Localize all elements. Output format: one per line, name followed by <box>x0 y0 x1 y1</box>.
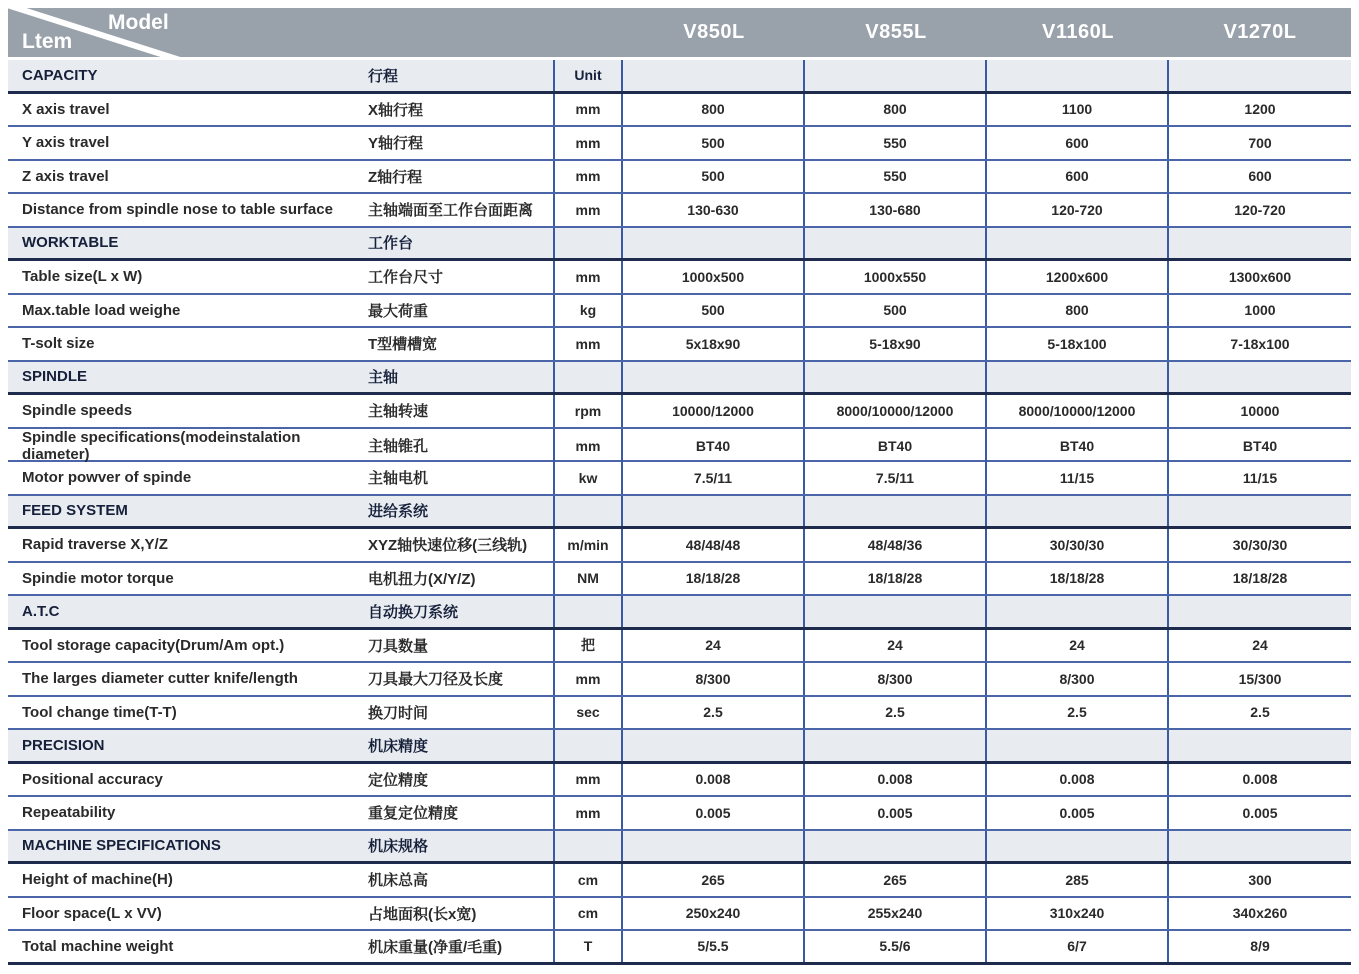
section-empty-cell <box>987 228 1169 259</box>
spec-label-cn: X轴行程 <box>368 101 424 119</box>
section-row-capacity <box>8 60 1351 94</box>
spec-label-en: T-solt size <box>22 335 95 353</box>
spec-label-en: Floor space(L x VV) <box>22 904 162 922</box>
spec-value-v855l: 0.008 <box>805 764 987 796</box>
spec-label-en: Distance from spindle nose to table surface <box>22 201 333 219</box>
spec-label-en: X axis travel <box>22 100 110 118</box>
spec-value-v1270l: 10000 <box>1240 402 1280 419</box>
spec-unit: mm <box>553 764 623 796</box>
section-empty-cell <box>623 228 805 259</box>
spec-value-v1160l: 30/30/30 <box>987 529 1169 561</box>
spec-value-v1270l: 340x260 <box>1232 905 1288 922</box>
spec-label-en: Z axis travel <box>22 167 109 185</box>
spec-label-en: The larges diameter cutter knife/length <box>22 670 298 688</box>
section-empty-cell <box>987 831 1169 862</box>
spec-row-distance-from-spindle-nose-to-table-surf <box>8 194 1351 228</box>
section-empty-cell <box>805 596 987 627</box>
section-empty-cell <box>1169 496 1351 527</box>
spec-value-v850l: BT40 <box>623 429 805 463</box>
model-header-v1160l: V1160L <box>1042 21 1114 43</box>
spec-value-v1160l: 5-18x100 <box>987 328 1169 360</box>
spec-value-v855l: 5-18x90 <box>805 328 987 360</box>
model-header-v850l: V850L <box>683 21 745 43</box>
spec-row-tool-storage-capacity-drum-am-opt- <box>8 630 1351 664</box>
spec-value-v850l: 48/48/48 <box>623 529 805 561</box>
spec-label-cn: 刀具最大刀径及长度 <box>368 671 504 689</box>
spec-value-v855l: 550 <box>805 127 987 159</box>
spec-value-v1160l: 120-720 <box>987 194 1169 226</box>
section-title-en: CAPACITY <box>22 66 98 84</box>
section-row-worktable <box>8 228 1351 262</box>
spec-value-v1160l: 600 <box>987 161 1169 193</box>
spec-row-spindie-motor-torque <box>8 563 1351 597</box>
spec-value-v1160l: 1100 <box>987 94 1169 126</box>
section-unit-header <box>553 831 623 862</box>
section-row-machine-specifications <box>8 831 1351 865</box>
spec-value-v1270l: 30/30/30 <box>1232 536 1288 553</box>
spec-label-cn: T型槽槽宽 <box>368 336 438 354</box>
spec-value-v1160l: 2.5 <box>987 697 1169 729</box>
section-title-en: MACHINE SPECIFICATIONS <box>22 837 221 855</box>
table-body <box>8 60 1351 965</box>
spec-label-cn: 电机扭力(X/Y/Z) <box>368 570 476 588</box>
spec-label-cn: 主轴锥孔 <box>368 438 429 455</box>
section-empty-cell <box>987 496 1169 527</box>
spec-value-v855l: 500 <box>805 295 987 327</box>
model-header-v855l: V855L <box>865 21 927 43</box>
spec-unit: mm <box>553 127 623 159</box>
spec-value-v855l: 1000x550 <box>805 261 987 293</box>
spec-label-en: Positional accuracy <box>22 770 163 788</box>
section-empty-cell <box>623 60 805 91</box>
spec-row-tool-change-time-t-t- <box>8 697 1351 731</box>
spec-row-table-size-l-x-w- <box>8 261 1351 295</box>
spec-value-v850l: 500 <box>623 127 805 159</box>
spec-label-cn: 主轴电机 <box>368 470 429 488</box>
spec-label-en: Spindie motor torque <box>22 569 174 587</box>
spec-value-v850l: 5/5.5 <box>623 931 805 962</box>
section-empty-cell <box>987 730 1169 761</box>
spec-value-v850l: 0.008 <box>623 764 805 796</box>
spec-row-repeatability <box>8 797 1351 831</box>
spec-value-v855l: 48/48/36 <box>805 529 987 561</box>
spec-value-v1160l: 310x240 <box>987 898 1169 930</box>
spec-row-z-axis-travel <box>8 161 1351 195</box>
section-unit-header <box>553 362 623 393</box>
section-empty-cell <box>987 362 1169 393</box>
spec-value-v1160l: 24 <box>987 630 1169 662</box>
spec-unit: mm <box>553 94 623 126</box>
spec-label-cn: 换刀时间 <box>368 704 429 722</box>
section-empty-cell <box>1169 831 1351 862</box>
model-header-v1270l: V1270L <box>1223 21 1297 43</box>
spec-row-the-larges-diameter-cutter-knife-length <box>8 663 1351 697</box>
spec-label-en: Total machine weight <box>22 937 174 955</box>
spec-value-v850l: 0.005 <box>623 797 805 829</box>
spec-value-v1270l: 0.005 <box>1242 804 1278 821</box>
spec-label-cn: Z轴行程 <box>368 168 423 186</box>
spec-label-en: Spindle speeds <box>22 402 133 420</box>
spec-value-v855l: 800 <box>805 94 987 126</box>
section-row-feed-system <box>8 496 1351 530</box>
spec-label-cn: 机床重量(净重/毛重) <box>368 938 503 956</box>
spec-row-spindle-specifications-modeinstalation-d <box>8 429 1351 463</box>
spec-label-en: Max.table load weighe <box>22 301 181 319</box>
spec-value-v1270l: 11/15 <box>1242 469 1278 486</box>
spec-unit: mm <box>553 328 623 360</box>
spec-value-v850l: 7.5/11 <box>623 462 805 494</box>
spec-label-en: Height of machine(H) <box>22 871 173 889</box>
spec-value-v1270l: 300 <box>1248 871 1272 888</box>
section-row-precision <box>8 730 1351 764</box>
section-empty-cell <box>623 596 805 627</box>
spec-row-rapid-traverse-x-y-z <box>8 529 1351 563</box>
section-title-en: WORKTABLE <box>22 234 119 252</box>
section-row-a-t-c <box>8 596 1351 630</box>
spec-value-v1160l: 8/300 <box>987 663 1169 695</box>
section-unit-header: Unit <box>553 60 623 91</box>
spec-value-v1270l: 600 <box>1248 168 1272 185</box>
spec-label-en: Tool change time(T-T) <box>22 703 177 721</box>
spec-value-v850l: 10000/12000 <box>623 395 805 427</box>
section-empty-cell <box>805 730 987 761</box>
spec-label-cn: XYZ轴快速位移(三线轨) <box>368 537 528 555</box>
section-empty-cell <box>623 831 805 862</box>
spec-label-cn: 主轴端面至工作台面距离 <box>368 202 534 220</box>
section-empty-cell <box>805 60 987 91</box>
spec-unit: mm <box>553 161 623 193</box>
spec-value-v1160l: 600 <box>987 127 1169 159</box>
section-row-spindle <box>8 362 1351 396</box>
spec-value-v855l: 2.5 <box>805 697 987 729</box>
spec-value-v850l: 8/300 <box>623 663 805 695</box>
section-unit-header <box>553 228 623 259</box>
spec-value-v1160l: 18/18/28 <box>987 563 1169 595</box>
spec-value-v1270l: 2.5 <box>1250 704 1270 721</box>
section-unit-header <box>553 730 623 761</box>
spec-value-v850l: 130-630 <box>623 194 805 226</box>
spec-label-cn: 主轴转速 <box>368 403 429 421</box>
spec-value-v1270l: 1200 <box>1244 101 1276 118</box>
spec-unit: T <box>553 931 623 962</box>
spec-value-v1270l: 1000 <box>1244 302 1276 319</box>
spec-value-v855l: 265 <box>805 864 987 896</box>
section-title-en: SPINDLE <box>22 368 88 386</box>
section-empty-cell <box>1169 362 1351 393</box>
section-title-cn: 工作台 <box>368 235 414 253</box>
section-title-cn: 机床精度 <box>368 737 429 755</box>
spec-row-height-of-machine-h- <box>8 864 1351 898</box>
section-empty-cell <box>987 60 1169 91</box>
section-empty-cell <box>987 596 1169 627</box>
spec-label-cn: 重复定位精度 <box>368 805 459 823</box>
spec-value-v855l: 550 <box>805 161 987 193</box>
spec-label-en: Tool storage capacity(Drum/Am opt.) <box>22 636 285 654</box>
corner-label-model: Model <box>108 11 169 34</box>
section-title-cn: 自动换刀系统 <box>368 603 459 621</box>
section-empty-cell <box>623 730 805 761</box>
section-title-en: FEED SYSTEM <box>22 502 128 520</box>
spec-value-v1160l: 6/7 <box>987 931 1169 962</box>
spec-row-x-axis-travel <box>8 94 1351 128</box>
section-empty-cell <box>623 496 805 527</box>
section-empty-cell <box>805 228 987 259</box>
spec-label-en: Motor powver of spinde <box>22 469 192 487</box>
section-empty-cell <box>805 496 987 527</box>
spec-row-total-machine-weight <box>8 931 1351 965</box>
section-empty-cell <box>1169 228 1351 259</box>
spec-unit: cm <box>553 898 623 930</box>
spec-label-cn: 刀具数量 <box>368 637 429 655</box>
spec-unit: NM <box>553 563 623 595</box>
spec-value-v855l: BT40 <box>805 429 987 463</box>
machine-spec-table <box>8 8 1351 965</box>
spec-unit: mm <box>553 663 623 695</box>
spec-value-v850l: 1000x500 <box>623 261 805 293</box>
spec-unit: mm <box>553 797 623 829</box>
spec-label-en: Rapid traverse X,Y/Z <box>22 536 168 554</box>
spec-value-v1270l: 8/9 <box>1250 938 1270 955</box>
spec-row-motor-powver-of-spinde <box>8 462 1351 496</box>
spec-row-spindle-speeds <box>8 395 1351 429</box>
spec-label-cn: 最大荷重 <box>368 302 429 320</box>
section-title-en: PRECISION <box>22 736 105 754</box>
spec-label-en: Table size(L x W) <box>22 268 143 286</box>
spec-label-en: Repeatability <box>22 804 116 822</box>
spec-value-v1270l: 0.008 <box>1242 771 1278 788</box>
spec-value-v1270l: 7-18x100 <box>1230 335 1290 352</box>
spec-value-v1270l: 120-720 <box>1234 201 1286 218</box>
spec-unit: mm <box>553 194 623 226</box>
spec-value-v850l: 5x18x90 <box>623 328 805 360</box>
spec-row-positional-accuracy <box>8 764 1351 798</box>
spec-label-cn: Y轴行程 <box>368 135 424 153</box>
spec-unit: cm <box>553 864 623 896</box>
spec-value-v855l: 24 <box>805 630 987 662</box>
spec-value-v1270l: 24 <box>1252 637 1268 654</box>
spec-value-v850l: 500 <box>623 161 805 193</box>
spec-value-v855l: 5.5/6 <box>805 931 987 962</box>
spec-value-v1160l: 0.005 <box>987 797 1169 829</box>
section-unit-header <box>553 596 623 627</box>
spec-value-v1270l: 15/300 <box>1238 670 1282 687</box>
section-empty-cell <box>1169 60 1351 91</box>
spec-row-t-solt-size <box>8 328 1351 362</box>
spec-unit: sec <box>553 697 623 729</box>
spec-unit: mm <box>553 261 623 293</box>
spec-value-v855l: 0.005 <box>805 797 987 829</box>
spec-unit: m/min <box>553 529 623 561</box>
spec-label-en: Y axis travel <box>22 134 110 152</box>
spec-value-v1160l: 1200x600 <box>987 261 1169 293</box>
spec-value-v1270l: 1300x600 <box>1228 268 1292 285</box>
corner-cell <box>8 8 623 57</box>
spec-value-v1270l: 700 <box>1248 134 1272 151</box>
spec-value-v850l: 250x240 <box>623 898 805 930</box>
section-title-cn: 进给系统 <box>368 503 429 521</box>
spec-value-v850l: 500 <box>623 295 805 327</box>
corner-label-item: Ltem <box>22 30 73 53</box>
spec-value-v1160l: 8000/10000/12000 <box>987 395 1169 427</box>
section-empty-cell <box>1169 730 1351 761</box>
spec-value-v1270l: 18/18/28 <box>1232 570 1288 587</box>
table-header <box>8 8 1351 57</box>
spec-value-v1160l: BT40 <box>987 429 1169 463</box>
spec-value-v850l: 24 <box>623 630 805 662</box>
spec-row-y-axis-travel <box>8 127 1351 161</box>
spec-value-v855l: 7.5/11 <box>805 462 987 494</box>
spec-value-v1160l: 11/15 <box>987 462 1169 494</box>
spec-label-cn: 机床总高 <box>368 872 429 890</box>
spec-unit: kg <box>553 295 623 327</box>
spec-value-v1270l: BT40 <box>1242 437 1278 454</box>
spec-value-v855l: 18/18/28 <box>805 563 987 595</box>
spec-unit: 把 <box>553 630 623 662</box>
section-title-cn: 机床规格 <box>368 838 429 856</box>
spec-value-v1160l: 800 <box>987 295 1169 327</box>
spec-label-cn: 占地面积(长x宽) <box>368 905 477 923</box>
section-empty-cell <box>623 362 805 393</box>
section-title-cn: 行程 <box>368 67 399 85</box>
diagonal-divider-icon <box>8 8 623 57</box>
spec-value-v855l: 8/300 <box>805 663 987 695</box>
spec-label-en: Spindle specifications(modeinstalation diameter) <box>22 428 301 463</box>
spec-row-floor-space-l-x-vv- <box>8 898 1351 932</box>
section-empty-cell <box>1169 596 1351 627</box>
spec-row-max-table-load-weighe <box>8 295 1351 329</box>
spec-value-v850l: 18/18/28 <box>623 563 805 595</box>
section-title-cn: 主轴 <box>368 369 399 387</box>
spec-value-v850l: 265 <box>623 864 805 896</box>
spec-value-v850l: 800 <box>623 94 805 126</box>
spec-value-v1160l: 0.008 <box>987 764 1169 796</box>
spec-label-cn: 定位精度 <box>368 771 429 789</box>
spec-value-v855l: 130-680 <box>805 194 987 226</box>
spec-value-v1160l: 285 <box>987 864 1169 896</box>
section-title-en: A.T.C <box>22 602 60 620</box>
spec-value-v855l: 8000/10000/12000 <box>805 395 987 427</box>
spec-label-cn: 工作台尺寸 <box>368 269 444 287</box>
spec-unit: rpm <box>553 395 623 427</box>
spec-value-v850l: 2.5 <box>623 697 805 729</box>
spec-unit: kw <box>553 462 623 494</box>
section-empty-cell <box>805 831 987 862</box>
spec-unit: mm <box>553 429 623 463</box>
section-unit-header <box>553 496 623 527</box>
spec-value-v855l: 255x240 <box>805 898 987 930</box>
section-empty-cell <box>805 362 987 393</box>
